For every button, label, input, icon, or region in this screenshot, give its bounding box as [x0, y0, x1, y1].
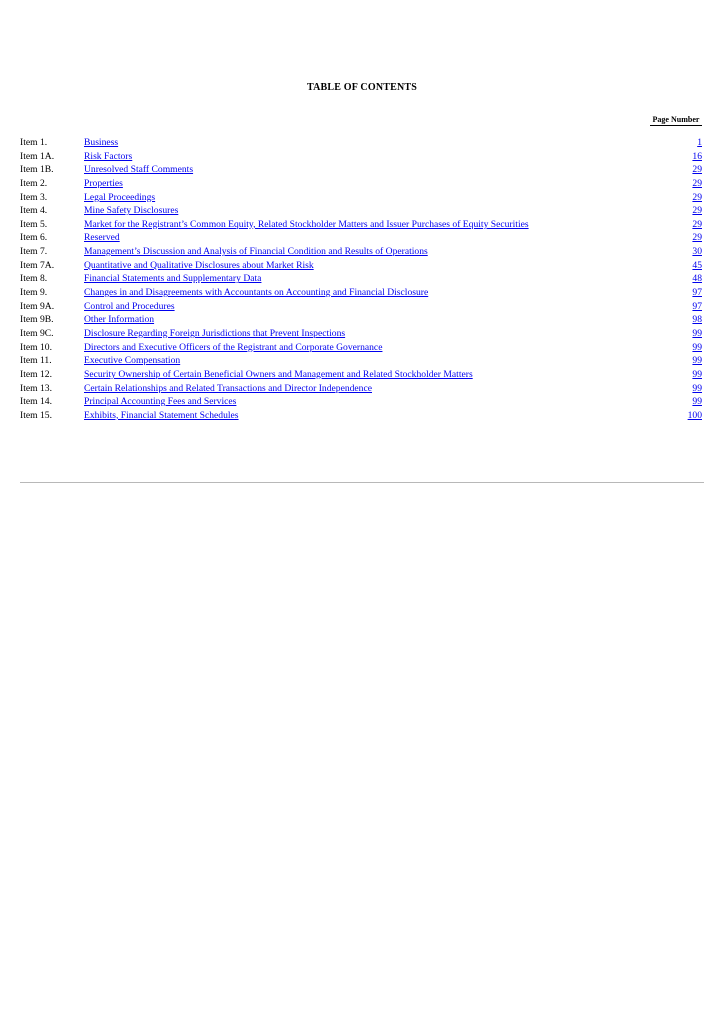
item-title-link[interactable]: Business — [84, 137, 119, 148]
item-title-link[interactable]: Properties — [84, 177, 123, 189]
item-number: Item 9B. — [20, 314, 54, 326]
toc-row — [20, 245, 702, 259]
item-title-link[interactable]: Legal Proceedings — [84, 191, 156, 203]
item-page-link[interactable]: 99 — [692, 396, 702, 408]
toc-row — [20, 395, 702, 409]
item-number: Item 9C. — [20, 327, 54, 339]
item-page-link[interactable]: 98 — [692, 314, 702, 326]
item-page-link[interactable]: 1 — [697, 137, 702, 148]
item-page-link[interactable]: 30 — [692, 246, 702, 258]
item-number: Item 9. — [20, 287, 48, 299]
toc-row — [20, 409, 702, 423]
item-page-link[interactable]: 48 — [692, 273, 702, 285]
page-separator-line — [20, 482, 704, 483]
item-page-link[interactable]: 99 — [692, 355, 702, 367]
item-title-link[interactable]: Unresolved Staff Comments — [84, 164, 194, 176]
item-page-link[interactable]: 29 — [692, 218, 702, 230]
item-title-link[interactable]: Other Information — [84, 314, 155, 326]
item-page-link[interactable]: 97 — [692, 300, 702, 312]
item-number: Item 3. — [20, 191, 48, 203]
item-number: Item 12. — [20, 368, 52, 380]
item-number: Item 6. — [20, 232, 48, 244]
item-number: Item 8. — [20, 273, 48, 285]
item-number: Item 7A. — [20, 259, 55, 271]
toc-row — [20, 272, 702, 286]
toc-row — [20, 231, 702, 245]
toc-row — [20, 313, 702, 327]
toc-row — [20, 204, 702, 218]
toc-row — [20, 368, 702, 382]
item-page-link[interactable]: 45 — [692, 259, 702, 271]
toc-row — [20, 218, 702, 232]
item-page-link[interactable]: 16 — [692, 150, 702, 162]
item-number: Item 10. — [20, 341, 52, 353]
item-title-link[interactable]: Financial Statements and Supplementary Data — [84, 273, 262, 285]
toc-row — [20, 150, 702, 164]
toc-row — [20, 177, 702, 191]
item-title-link[interactable]: Certain Relationships and Related Transactions and Director Independence — [84, 382, 372, 394]
item-page-link[interactable]: 29 — [692, 177, 702, 189]
item-number: Item 1A. — [20, 150, 55, 162]
item-title-link[interactable]: Mine Safety Disclosures — [84, 205, 179, 217]
item-page-link[interactable]: 29 — [692, 164, 702, 176]
item-number: Item 13. — [20, 382, 52, 394]
item-page-link[interactable]: 100 — [687, 409, 702, 421]
item-number: Item 15. — [20, 409, 52, 421]
item-page-link[interactable]: 99 — [692, 368, 702, 380]
item-title-link[interactable]: Principal Accounting Fees and Services — [84, 396, 237, 408]
item-page-link[interactable]: 99 — [692, 327, 702, 339]
item-title-link[interactable]: Directors and Executive Officers of the Registrant and Corporate Governance — [84, 341, 383, 353]
toc-row — [20, 191, 702, 205]
item-number: Item 14. — [20, 396, 52, 408]
item-title-link[interactable]: Quantitative and Qualitative Disclosures about Market Risk — [84, 259, 314, 271]
item-title-link[interactable]: Market for the Registrant’s Common Equity, Related Stockholder Matters and Issuer Purchases of Equity Securities — [84, 218, 529, 230]
item-number: Item 2. — [20, 177, 48, 189]
item-title-link[interactable]: Exhibits, Financial Statement Schedules — [84, 409, 239, 421]
toc-row — [20, 163, 702, 177]
toc-row — [20, 136, 702, 150]
item-title-link[interactable]: Security Ownership of Certain Beneficial Owners and Management and Related Stockholder Matters — [84, 368, 473, 380]
item-page-link[interactable]: 99 — [692, 341, 702, 353]
item-title-link[interactable]: Risk Factors — [84, 150, 133, 162]
item-title-link[interactable]: Control and Procedures — [84, 300, 175, 312]
item-page-link[interactable]: 29 — [692, 205, 702, 217]
item-number: Item 4. — [20, 205, 48, 217]
toc-row — [20, 382, 702, 396]
item-title-link[interactable]: Changes in and Disagreements with Accountants on Accounting and Financial Disclosure — [84, 287, 429, 299]
toc-list — [20, 136, 702, 422]
toc-row — [20, 286, 702, 300]
page-number-column-header: Page Number — [650, 115, 702, 126]
toc-row — [20, 259, 702, 273]
toc-row — [20, 341, 702, 355]
item-page-link[interactable]: 99 — [692, 382, 702, 394]
item-page-link[interactable]: 97 — [692, 287, 702, 299]
toc-row — [20, 327, 702, 341]
item-title-link[interactable]: Reserved — [84, 232, 120, 244]
item-number: Item 11. — [20, 355, 52, 367]
item-page-link[interactable]: 29 — [692, 232, 702, 244]
toc-title: TABLE OF CONTENTS — [306, 82, 418, 93]
item-number: Item 9A. — [20, 300, 55, 312]
item-title-link[interactable]: Executive Compensation — [84, 355, 181, 367]
item-number: Item 5. — [20, 218, 48, 230]
item-title-link[interactable]: Disclosure Regarding Foreign Jurisdictions that Prevent Inspections — [84, 327, 346, 339]
item-title-link[interactable]: Management’s Discussion and Analysis of Financial Condition and Results of Operations — [84, 246, 428, 258]
item-number: Item 1. — [20, 137, 48, 148]
toc-row — [20, 354, 702, 368]
toc-row — [20, 300, 702, 314]
item-page-link[interactable]: 29 — [692, 191, 702, 203]
item-number: Item 1B. — [20, 164, 54, 176]
item-number: Item 7. — [20, 246, 48, 258]
